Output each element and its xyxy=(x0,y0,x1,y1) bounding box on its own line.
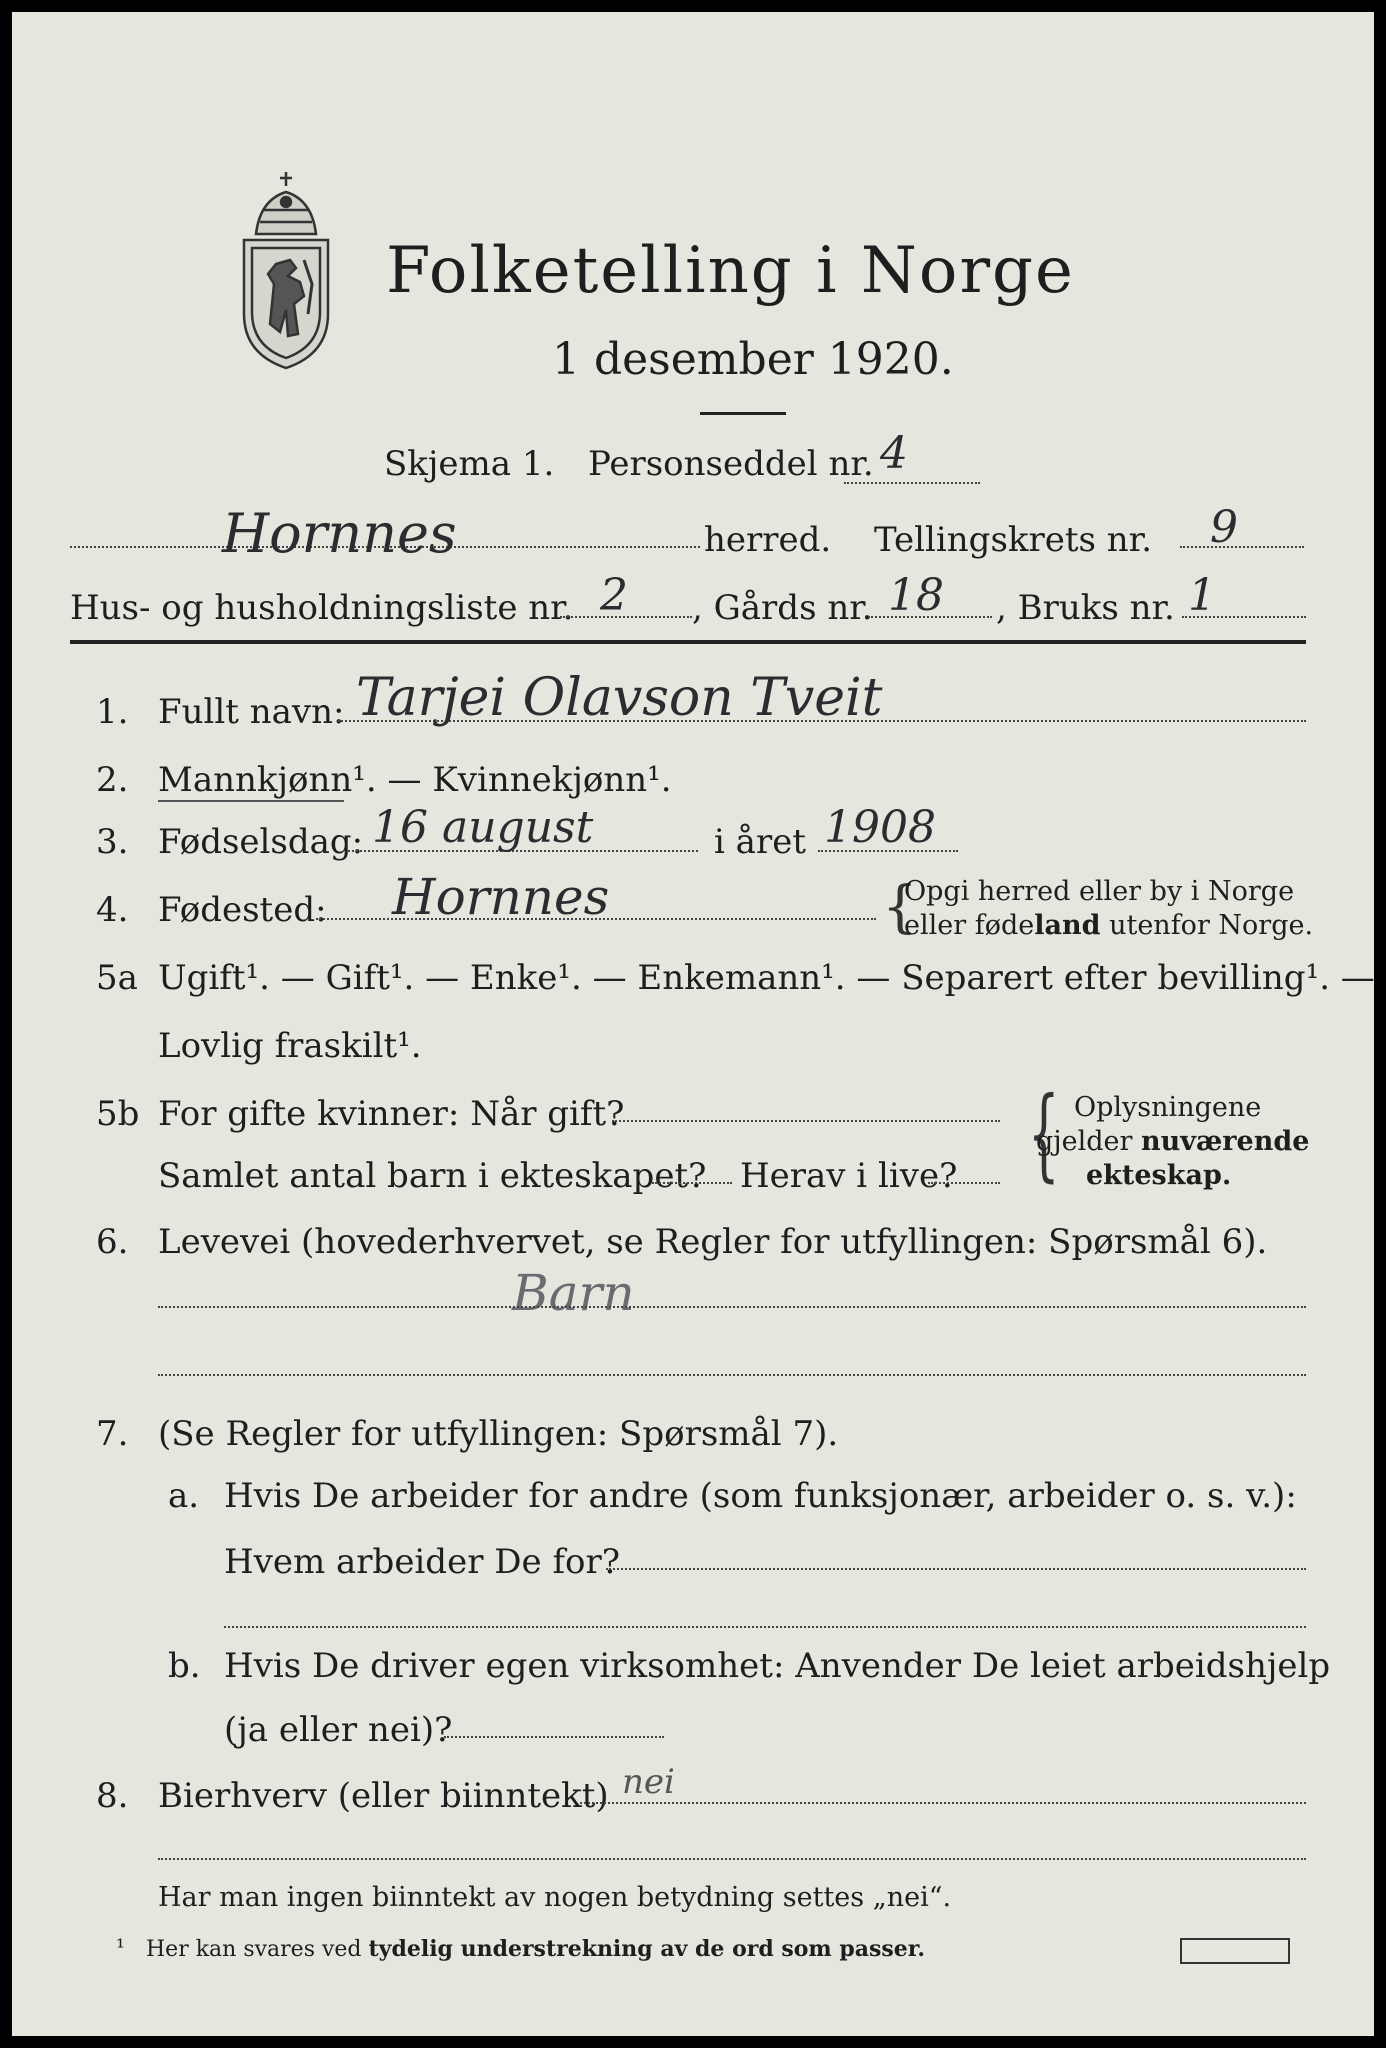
q4-note-line1: Opgi herred eller by i Norge xyxy=(904,876,1295,907)
side-income-value: nei xyxy=(622,1762,675,1802)
header-rule xyxy=(70,640,1306,644)
birthday-value: 16 august xyxy=(372,802,594,853)
q1-number: 1. xyxy=(96,692,129,732)
side-income-note: Har man ingen biinntekt av nogen betydning settes „nei“. xyxy=(158,1882,952,1913)
q5a-number: 5a xyxy=(96,958,138,998)
q7a-number: a. xyxy=(168,1476,200,1516)
q3-label: Fødselsdag: xyxy=(158,822,364,862)
herred-label: herred. xyxy=(704,520,832,560)
children-count-field xyxy=(652,1182,732,1184)
q6-label: Levevei (hovederhvervet, se Regler for utfyllingen: Spørsmål 6). xyxy=(158,1222,1268,1262)
side-income-field-2 xyxy=(158,1858,1306,1860)
q5b-number: 5b xyxy=(96,1094,140,1134)
gender-options: Mannkjønn¹. — Kvinnekjønn¹. xyxy=(158,760,672,800)
hus-value: 2 xyxy=(600,570,628,621)
q4-number: 4. xyxy=(96,890,129,930)
q8-label: Bierhverv (eller biinntekt) xyxy=(158,1776,609,1816)
footnote-a: Her kan svares ved xyxy=(146,1937,369,1962)
footnote xyxy=(146,1936,925,1962)
full-name-value: Tarjei Olavson Tveit xyxy=(356,668,883,728)
title-divider xyxy=(700,412,786,415)
q7a-label: Hvis De arbeider for andre (som funksjonær, arbeider o. s. v.): xyxy=(224,1476,1297,1516)
q3-number: 3. xyxy=(96,822,129,862)
q4-note-2b: land xyxy=(1034,910,1101,941)
tellingskrets-field xyxy=(1180,546,1304,548)
q7b-number: b. xyxy=(168,1646,201,1686)
q5b-note-line2 xyxy=(1036,1126,1309,1157)
q8-number: 8. xyxy=(96,1776,129,1816)
side-income-field xyxy=(580,1802,1306,1804)
printer-stamp xyxy=(1180,1938,1290,1964)
q5b-note-line3: ekteskap. xyxy=(1086,1160,1232,1191)
q4-label: Fødested: xyxy=(158,890,327,930)
employer-field xyxy=(606,1568,1306,1570)
personseddel-label: Personseddel nr. xyxy=(588,444,874,484)
census-form xyxy=(12,12,1374,2036)
married-when-field xyxy=(612,1120,1000,1122)
q5b-label: For gifte kvinner: Når gift? xyxy=(158,1094,625,1134)
hired-help-field xyxy=(444,1736,664,1738)
census-date: 1 desember 1920. xyxy=(552,334,954,385)
q3-year-label: i året xyxy=(714,822,806,862)
q7-label: (Se Regler for utfyllingen: Spørsmål 7). xyxy=(158,1414,839,1454)
marital-status-options-2: Lovlig fraskilt¹. xyxy=(158,1026,422,1066)
occupation-value: Barn xyxy=(512,1264,635,1322)
hus-label: Hus- og husholdningsliste nr. xyxy=(70,588,574,628)
occupation-field-1 xyxy=(158,1306,1306,1308)
birthplace-value: Hornnes xyxy=(392,868,610,926)
marital-status-options: Ugift¹. — Gift¹. — Enke¹. — Enkemann¹. — Separert efter bevilling¹. — xyxy=(158,958,1375,998)
bruks-value: 1 xyxy=(1188,570,1216,621)
form-title: Folketelling i Norge xyxy=(386,234,1075,308)
personseddel-field xyxy=(844,482,980,484)
q4-note-line2 xyxy=(904,910,1313,941)
q4-note-2a: eller føde xyxy=(904,910,1035,941)
q7a-label2: Hvem arbeider De for? xyxy=(224,1542,620,1582)
q5b-note-2a: gjelder xyxy=(1036,1126,1142,1157)
q5b-label2: Samlet antal barn i ekteskapet? xyxy=(158,1156,707,1196)
q4-note-2c: utenfor Norge. xyxy=(1100,910,1314,941)
q5b-note-2b: nuværende xyxy=(1141,1126,1310,1157)
q7b-label2: (ja eller nei)? xyxy=(224,1710,453,1750)
bruks-label: , Bruks nr. xyxy=(996,588,1175,628)
norway-coat-of-arms-icon xyxy=(230,164,342,374)
q2-number: 2. xyxy=(96,760,129,800)
q1-label: Fullt navn: xyxy=(158,692,345,732)
q4-brace: { xyxy=(882,875,918,940)
q7b-label: Hvis De driver egen virksomhet: Anvender De leiet arbeidshjelp xyxy=(224,1646,1331,1686)
footnote-mark: ¹ xyxy=(116,1936,125,1961)
gards-value: 18 xyxy=(888,570,944,621)
personseddel-value: 4 xyxy=(880,428,908,479)
q5b-label3: Herav i live? xyxy=(740,1156,958,1196)
schema-label: Skjema 1. xyxy=(384,444,555,484)
gards-label: , Gårds nr. xyxy=(692,588,873,628)
footnote-b: tydelig understrekning av de ord som passer. xyxy=(368,1936,926,1962)
q5b-brace: { xyxy=(1027,1075,1060,1192)
herred-value: Hornnes xyxy=(222,502,457,565)
employer-field-2 xyxy=(224,1626,1306,1628)
tellingskrets-label: Tellingskrets nr. xyxy=(874,520,1153,560)
q5b-note-line1: Oplysningene xyxy=(1074,1092,1262,1123)
children-alive-field xyxy=(928,1182,1000,1184)
gender-underline xyxy=(158,800,344,802)
tellingskrets-value: 9 xyxy=(1210,502,1238,553)
q7-number: 7. xyxy=(96,1414,129,1454)
occupation-field-2 xyxy=(158,1374,1306,1376)
birth-year-value: 1908 xyxy=(824,802,936,853)
q6-number: 6. xyxy=(96,1222,129,1262)
